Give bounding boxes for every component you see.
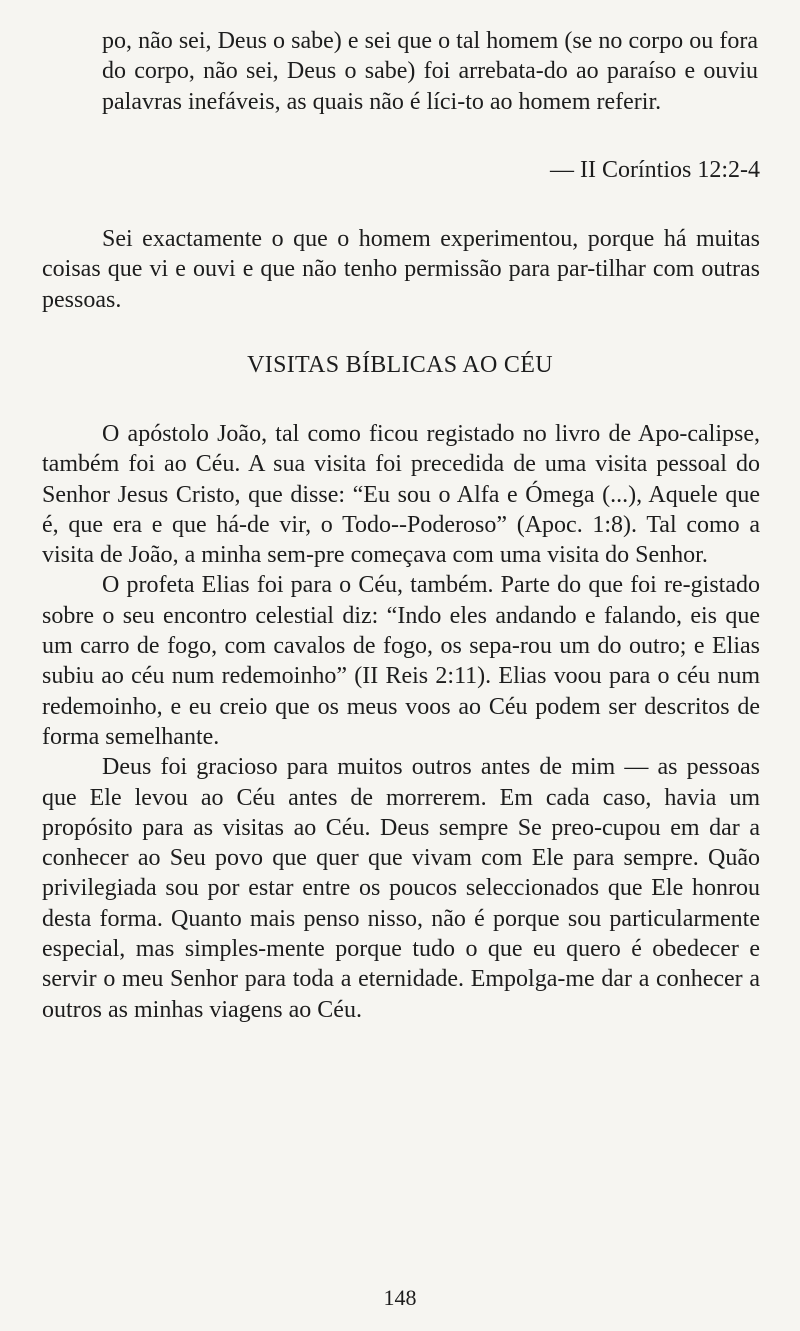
scripture-citation: — II Coríntios 12:2-4 [550, 157, 760, 183]
paragraph: O profeta Elias foi para o Céu, também. Parte do que foi re-gistado sobre o seu encontro celestial diz: “Indo eles andando e falando, eis que um carro de fogo, com cavalos de fogo, os sepa-rou um do outro; e Elias subiu ao céu num redemoinho” (II Reis 2:11). Elias voou para o céu num redemoinho, e eu creio que os meus voos ao Céu podem ser descritos de forma semelhante. [42, 572, 760, 750]
intro-paragraph-block [42, 224, 760, 315]
scripture-quote: po, não sei, Deus o sabe) e sei que o tal homem (se no corpo ou fora do corpo, não sei, Deus o sabe) foi arrebata-do ao paraíso e ouviu palavras inefáveis, as quais não é líci-to ao homem referir. [102, 28, 758, 115]
paragraph: O apóstolo João, tal como ficou registado no livro de Apo-calipse, também foi ao Céu. A sua visita foi precedida de uma visita pessoal do Senhor Jesus Cristo, que disse: “Eu sou o Alfa e Ómega (...), Aquele que é, que era e que há-de vir, o Todo--Poderoso” (Apoc. 1:8). Tal como a visita de João, a minha sem-pre começava com uma visita do Senhor. [42, 421, 760, 569]
page-number: 148 [383, 1285, 417, 1310]
section-body [42, 419, 760, 1025]
intro-paragraph: Sei exactamente o que o homem experimentou, porque há muitas coisas que vi e ouvi e que não tenho permissão para par-tilhar com outras pessoas. [42, 226, 760, 313]
section-heading: VISITAS BÍBLICAS AO CÉU [247, 352, 553, 378]
paragraph: Deus foi gracioso para muitos outros antes de mim — as pessoas que Ele levou ao Céu antes de morrerem. Em cada caso, havia um propósito para as visitas ao Céu. Deus sempre Se preo-cupou em dar a conhecer ao Seu povo que quer que vivam com Ele para sempre. Quão privilegiada sou por estar entre os poucos seleccionados que Ele honrou desta forma. Quanto mais penso nisso, não é porque sou particularmente especial, mas simples-mente porque tudo o que eu quero é obedecer e servir o meu Senhor para toda a eternidade. Empolga-me dar a conhecer a outros as minhas viagens ao Céu. [42, 754, 760, 1023]
